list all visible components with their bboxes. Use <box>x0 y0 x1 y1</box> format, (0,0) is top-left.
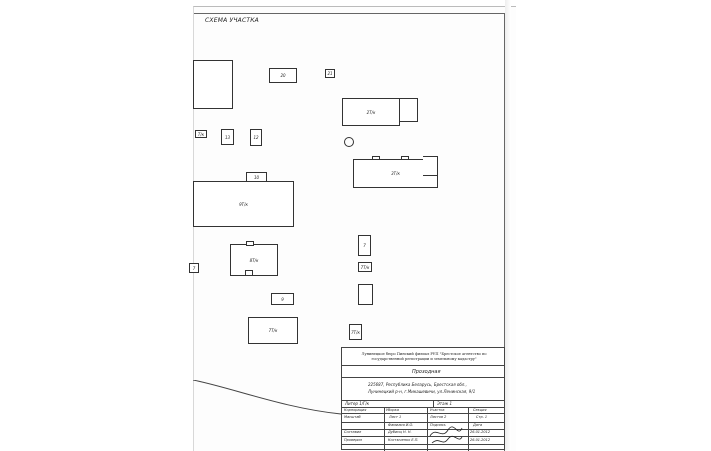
sheet-edge <box>505 0 511 450</box>
building-3: 3Т/к <box>353 159 438 188</box>
doc-type: Прозодная <box>412 369 441 375</box>
building-8-porch-top <box>246 241 254 246</box>
building-2-wing <box>399 98 418 122</box>
building-mid-small: 7Т/к <box>358 262 372 272</box>
building-7-small: 7 <box>358 235 371 256</box>
col-header-3: Подпись <box>430 423 446 427</box>
row-checked-role: Проверил <box>344 438 362 442</box>
building-8: 8Т/к <box>230 244 278 276</box>
title-block <box>341 347 505 450</box>
liter: Литер 1/Г/к <box>345 401 370 406</box>
row-checked-date: 26.01.2012 <box>470 438 491 442</box>
building-left-small: Т/к <box>195 130 207 138</box>
row2-cell-2: Лист 1 <box>389 415 402 419</box>
signature-2 <box>430 434 464 448</box>
building-21: 21 <box>325 69 335 78</box>
row-compiled-date: 26.01.2012 <box>470 430 491 434</box>
col-header-2: Фамилия И.О. <box>388 423 414 427</box>
building-10: 10 <box>246 172 267 182</box>
header-cell-2: Уборка <box>386 408 399 412</box>
building-15: 7Т/к <box>248 317 298 344</box>
header-cell-4: Секция <box>473 408 487 412</box>
building-mid-tall <box>358 284 373 305</box>
building-2: 2Т/к <box>342 98 400 126</box>
building-20: 20 <box>269 68 297 83</box>
building-3-porch-2 <box>401 156 409 160</box>
row-checked-name: Костюченко Е.П. <box>388 438 419 442</box>
col-header-4: Дата <box>473 423 483 427</box>
building-bottom-small: 7Т/к <box>349 324 362 340</box>
building-3-porch-1 <box>372 156 380 160</box>
building-3-wing <box>423 156 438 176</box>
row-compiled-role: Составил <box>344 430 362 434</box>
site-boundary-line <box>193 380 343 420</box>
well-marker <box>344 137 354 147</box>
address-line-1: 225687, Республика Беларусь, Брестская обл., <box>368 382 467 387</box>
floor: Этаж 1 <box>437 401 452 406</box>
row2-cell-1: Масштаб <box>344 415 361 419</box>
header-cell-1: Корпорация <box>344 408 367 412</box>
building-left-top <box>193 60 233 109</box>
building-9: 9 <box>271 293 294 305</box>
building-9-main: 9Т/к <box>193 181 294 227</box>
row-compiled-name: Дубинц Н. Н. <box>388 430 412 434</box>
building-8-porch-bottom <box>245 270 253 276</box>
building-left-edge: 7 <box>189 263 199 273</box>
row2-cell-3: Листов 2 <box>430 415 447 419</box>
building-13: 13 <box>221 129 234 145</box>
header-cell-3: Участок <box>430 408 445 412</box>
drawing-title: СХЕМА УЧАСТКА <box>205 17 259 24</box>
address-line-2: Лунинецкий р-н, г.Микашевичи, ул.Ленинская, 9/1 <box>368 389 476 394</box>
building-12: 12 <box>250 129 262 146</box>
row2-cell-4: Стр. 1 <box>476 415 488 419</box>
organization-name: Лунинецкое бюро Пинский филиал РУП "Брестское агентство по государственной регистрации и земельному кадастру" <box>361 352 487 361</box>
